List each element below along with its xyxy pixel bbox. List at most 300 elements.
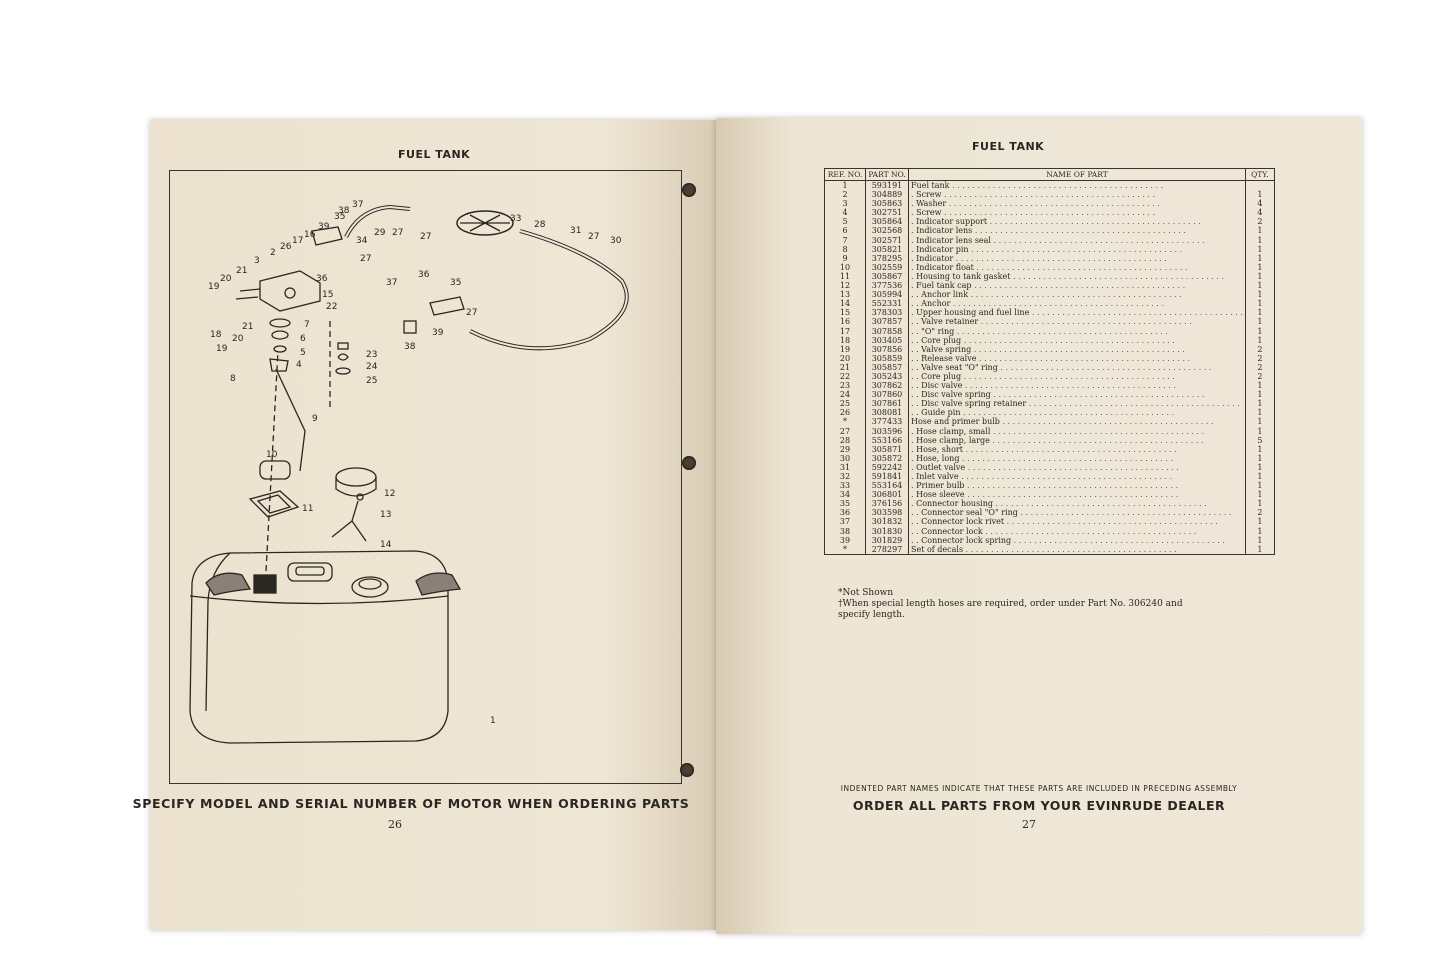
table-row xyxy=(825,217,1275,226)
table-row xyxy=(825,417,1275,426)
table-row xyxy=(825,472,1275,481)
part-name-cell xyxy=(909,272,1246,281)
part-name-text: . . Valve spring . . . xyxy=(911,345,1185,354)
ref-cell: 30 xyxy=(825,454,866,463)
part-name-text: . Hose sleeve . . . xyxy=(911,490,1178,499)
part-name-text: . . Connector lock rivet . . . xyxy=(911,517,1218,526)
ref-cell: 1 xyxy=(825,181,866,191)
right-page xyxy=(716,118,1362,934)
part-name-text: . Connector housing . . . xyxy=(911,499,1207,508)
callout-7: 7 xyxy=(304,320,310,330)
part-no-cell: 305872 xyxy=(866,454,909,463)
part-name-cell xyxy=(909,490,1246,499)
table-row xyxy=(825,381,1275,390)
left-page xyxy=(132,120,716,930)
table-row xyxy=(825,308,1275,317)
ref-cell: 13 xyxy=(825,290,866,299)
part-name-text: . . Connector lock . . . xyxy=(911,527,1196,536)
table-row xyxy=(825,290,1275,299)
qty-cell: 4 xyxy=(1245,208,1274,217)
callout-23: 23 xyxy=(366,350,378,360)
ref-cell: 36 xyxy=(825,508,866,517)
ref-cell: 28 xyxy=(825,436,866,445)
parts-table xyxy=(824,168,1275,555)
ref-cell: 6 xyxy=(825,226,866,235)
table-row xyxy=(825,372,1275,381)
table-row xyxy=(825,390,1275,399)
part-name-cell xyxy=(909,208,1246,217)
part-name-cell xyxy=(909,436,1246,445)
qty-cell: 1 xyxy=(1245,308,1274,317)
part-name-text: . . Disc valve . . . xyxy=(911,381,1176,390)
callout-26: 26 xyxy=(280,242,292,252)
part-no-cell: 302559 xyxy=(866,263,909,272)
table-row xyxy=(825,190,1275,199)
qty-cell: 2 xyxy=(1245,508,1274,517)
table-row xyxy=(825,272,1275,281)
part-no-cell: 307860 xyxy=(866,390,909,399)
part-name-text: . Screw . . . xyxy=(911,208,1155,217)
callout-19a: 19 xyxy=(208,282,220,292)
part-name-text: . . Disc valve spring . . . xyxy=(911,390,1204,399)
part-name-text: . Hose, long . . . xyxy=(911,454,1173,463)
qty-cell: 1 xyxy=(1245,317,1274,326)
part-name-cell xyxy=(909,254,1246,263)
part-no-cell: 305821 xyxy=(866,245,909,254)
qty-cell: 1 xyxy=(1245,299,1274,308)
binder-hole xyxy=(682,183,696,197)
part-no-cell: 306801 xyxy=(866,490,909,499)
ref-cell: 10 xyxy=(825,263,866,272)
header-name-of-part: NAME OF PART xyxy=(909,169,1246,181)
callout-34: 34 xyxy=(356,236,368,246)
table-row xyxy=(825,281,1275,290)
callout-1: 1 xyxy=(490,716,496,726)
part-name-text: . Screw . . . xyxy=(911,190,1155,199)
qty-cell: 1 xyxy=(1245,190,1274,199)
part-name-cell xyxy=(909,445,1246,454)
callout-4: 4 xyxy=(296,360,302,370)
ref-cell: 34 xyxy=(825,490,866,499)
ref-cell: 17 xyxy=(825,327,866,336)
callout-11: 11 xyxy=(302,504,314,514)
callout-18: 18 xyxy=(210,330,222,340)
binder-hole xyxy=(680,763,694,777)
ref-cell: 8 xyxy=(825,245,866,254)
qty-cell: 4 xyxy=(1245,199,1274,208)
ref-cell: 29 xyxy=(825,445,866,454)
part-name-text: . Indicator float . . . xyxy=(911,263,1187,272)
callout-36b: 36 xyxy=(418,270,430,280)
qty-cell: 5 xyxy=(1245,436,1274,445)
qty-cell: 1 xyxy=(1245,527,1274,536)
part-name-cell xyxy=(909,390,1246,399)
callout-27e: 27 xyxy=(466,308,478,318)
table-row xyxy=(825,517,1275,526)
qty-cell: 2 xyxy=(1245,345,1274,354)
part-no-cell: 593191 xyxy=(866,181,909,191)
indented-parts-note: INDENTED PART NAMES INDICATE THAT THESE PARTS ARE INCLUDED IN PRECEDING ASSEMBLY xyxy=(840,784,1238,793)
part-name-cell xyxy=(909,317,1246,326)
table-row xyxy=(825,408,1275,417)
callout-8: 8 xyxy=(230,374,236,384)
table-row xyxy=(825,354,1275,363)
qty-cell: 1 xyxy=(1245,517,1274,526)
ref-cell: 18 xyxy=(825,336,866,345)
table-row xyxy=(825,199,1275,208)
callout-19b: 19 xyxy=(216,344,228,354)
part-no-cell: 592242 xyxy=(866,463,909,472)
part-name-cell xyxy=(909,354,1246,363)
callout-37b: 37 xyxy=(386,278,398,288)
qty-cell: 1 xyxy=(1245,254,1274,263)
qty-cell: 1 xyxy=(1245,399,1274,408)
part-name-text: . . Guide pin . . . xyxy=(911,408,1174,417)
order-note: ORDER ALL PARTS FROM YOUR EVINRUDE DEALER xyxy=(852,798,1226,813)
callout-27d: 27 xyxy=(588,232,600,242)
left-page-footer: SPECIFY MODEL AND SERIAL NUMBER OF MOTOR WHEN ORDERING PARTS xyxy=(132,796,690,811)
ref-cell: 37 xyxy=(825,517,866,526)
part-name-cell xyxy=(909,236,1246,245)
table-row xyxy=(825,545,1275,555)
callout-25: 25 xyxy=(366,376,378,386)
callout-24: 24 xyxy=(366,362,378,372)
callout-3: 3 xyxy=(254,256,260,266)
part-name-cell xyxy=(909,263,1246,272)
qty-cell: 1 xyxy=(1245,281,1274,290)
ref-cell: 38 xyxy=(825,527,866,536)
parts-table-body xyxy=(825,181,1275,555)
part-name-text: . . Disc valve spring retainer . . . xyxy=(911,399,1240,408)
part-no-cell: 378295 xyxy=(866,254,909,263)
table-row xyxy=(825,499,1275,508)
part-name-text: . Outlet valve . . . xyxy=(911,463,1179,472)
part-no-cell: 377433 xyxy=(866,417,909,426)
ref-cell: 26 xyxy=(825,408,866,417)
part-no-cell: 301832 xyxy=(866,517,909,526)
part-name-cell xyxy=(909,508,1246,517)
right-page-title: FUEL TANK xyxy=(972,140,1045,153)
callout-9: 9 xyxy=(312,414,318,424)
qty-cell: 1 xyxy=(1245,327,1274,336)
part-name-cell xyxy=(909,417,1246,426)
table-row xyxy=(825,508,1275,517)
part-name-cell xyxy=(909,454,1246,463)
part-name-text: . Hose clamp, large . . . xyxy=(911,436,1203,445)
qty-cell: 1 xyxy=(1245,263,1274,272)
callout-36a: 36 xyxy=(316,274,328,284)
part-no-cell: 553166 xyxy=(866,436,909,445)
callout-14: 14 xyxy=(380,540,392,550)
part-name-cell xyxy=(909,381,1246,390)
header-qty: QTY. xyxy=(1245,169,1274,181)
table-row xyxy=(825,236,1275,245)
qty-cell: 2 xyxy=(1245,354,1274,363)
table-notes xyxy=(838,588,1198,621)
qty-cell: 1 xyxy=(1245,499,1274,508)
part-name-cell xyxy=(909,290,1246,299)
callout-35a: 35 xyxy=(334,212,346,222)
part-name-cell xyxy=(909,517,1246,526)
part-name-cell xyxy=(909,336,1246,345)
ref-cell: 24 xyxy=(825,390,866,399)
qty-cell: 2 xyxy=(1245,217,1274,226)
part-name-cell xyxy=(909,245,1246,254)
part-no-cell: 305994 xyxy=(866,290,909,299)
ref-cell: * xyxy=(825,545,866,555)
part-name-text: . Washer . . . xyxy=(911,199,1160,208)
part-no-cell: 302568 xyxy=(866,226,909,235)
part-name-cell xyxy=(909,226,1246,235)
callout-13: 13 xyxy=(380,510,392,520)
part-name-cell xyxy=(909,199,1246,208)
right-page-number: 27 xyxy=(1022,818,1036,831)
qty-cell: 1 xyxy=(1245,536,1274,545)
part-no-cell: 278297 xyxy=(866,545,909,555)
part-no-cell: 305863 xyxy=(866,199,909,208)
part-name-cell xyxy=(909,372,1246,381)
ref-cell: 5 xyxy=(825,217,866,226)
part-name-text: . Inlet valve . . . xyxy=(911,472,1172,481)
part-name-cell xyxy=(909,345,1246,354)
part-name-cell xyxy=(909,299,1246,308)
ref-cell: 25 xyxy=(825,399,866,408)
callout-33: 33 xyxy=(510,214,522,224)
qty-cell: 1 xyxy=(1245,336,1274,345)
part-name-text: . . "O" ring . . . xyxy=(911,327,1168,336)
part-name-cell xyxy=(909,481,1246,490)
table-row xyxy=(825,245,1275,254)
ref-cell: * xyxy=(825,417,866,426)
callout-12: 12 xyxy=(384,489,396,499)
part-name-cell xyxy=(909,463,1246,472)
callout-31: 31 xyxy=(570,226,582,236)
part-no-cell: 305867 xyxy=(866,272,909,281)
part-name-text: . Hose clamp, small . . . xyxy=(911,427,1204,436)
header-ref-no: REF. NO. xyxy=(825,169,866,181)
callout-37a: 37 xyxy=(352,200,364,210)
part-no-cell: 302571 xyxy=(866,236,909,245)
table-row xyxy=(825,436,1275,445)
ref-cell: 20 xyxy=(825,354,866,363)
part-name-text: . Indicator pin . . . xyxy=(911,245,1182,254)
part-name-text: . Indicator support . . . xyxy=(911,217,1201,226)
table-row xyxy=(825,345,1275,354)
part-name-cell xyxy=(909,408,1246,417)
callout-10: 10 xyxy=(266,450,278,460)
part-no-cell: 377536 xyxy=(866,281,909,290)
ref-cell: 23 xyxy=(825,381,866,390)
qty-cell xyxy=(1245,181,1274,191)
part-name-text: Set of decals . . . xyxy=(911,545,1177,554)
table-row xyxy=(825,327,1275,336)
callout-16: 16 xyxy=(304,230,316,240)
qty-cell: 1 xyxy=(1245,245,1274,254)
table-row xyxy=(825,254,1275,263)
ref-cell: 4 xyxy=(825,208,866,217)
table-row xyxy=(825,336,1275,345)
part-name-cell xyxy=(909,545,1246,555)
part-no-cell: 552331 xyxy=(866,299,909,308)
ref-cell: 9 xyxy=(825,254,866,263)
ref-cell: 7 xyxy=(825,236,866,245)
part-no-cell: 307861 xyxy=(866,399,909,408)
part-no-cell: 305243 xyxy=(866,372,909,381)
note-special-hoses: †When special length hoses are required, order under Part No. 306240 and specify length. xyxy=(838,599,1183,620)
part-no-cell: 553164 xyxy=(866,481,909,490)
ref-cell: 35 xyxy=(825,499,866,508)
part-name-text: . . Anchor . . . xyxy=(911,299,1164,308)
part-no-cell: 304889 xyxy=(866,190,909,199)
part-name-text: . Indicator lens . . . xyxy=(911,226,1186,235)
ref-cell: 14 xyxy=(825,299,866,308)
callout-17: 17 xyxy=(292,236,304,246)
part-no-cell: 305859 xyxy=(866,354,909,363)
table-row xyxy=(825,263,1275,272)
qty-cell: 2 xyxy=(1245,372,1274,381)
callout-6: 6 xyxy=(300,334,306,344)
callout-38b: 38 xyxy=(404,342,416,352)
qty-cell: 1 xyxy=(1245,226,1274,235)
ref-cell: 11 xyxy=(825,272,866,281)
part-name-cell xyxy=(909,427,1246,436)
part-name-text: . . Valve seat "O" ring . . . xyxy=(911,363,1211,372)
table-row xyxy=(825,536,1275,545)
part-name-text: . Primer bulb . . . xyxy=(911,481,1178,490)
part-no-cell: 308081 xyxy=(866,408,909,417)
part-no-cell: 378303 xyxy=(866,308,909,317)
ref-cell: 15 xyxy=(825,308,866,317)
parts-table-header xyxy=(825,169,1275,181)
part-no-cell: 303405 xyxy=(866,336,909,345)
table-row xyxy=(825,226,1275,235)
table-row xyxy=(825,463,1275,472)
qty-cell: 1 xyxy=(1245,417,1274,426)
part-no-cell: 307856 xyxy=(866,345,909,354)
ref-cell: 33 xyxy=(825,481,866,490)
part-name-text: . . Connector seal "O" ring . . . xyxy=(911,508,1231,517)
qty-cell: 1 xyxy=(1245,545,1274,555)
part-name-cell xyxy=(909,499,1246,508)
part-no-cell: 307857 xyxy=(866,317,909,326)
diagram-drawing xyxy=(170,171,681,783)
qty-cell: 1 xyxy=(1245,390,1274,399)
qty-cell: 1 xyxy=(1245,427,1274,436)
part-no-cell: 305857 xyxy=(866,363,909,372)
qty-cell: 1 xyxy=(1245,272,1274,281)
callout-22: 22 xyxy=(326,302,338,312)
part-name-cell xyxy=(909,281,1246,290)
ref-cell: 3 xyxy=(825,199,866,208)
part-no-cell: 303596 xyxy=(866,427,909,436)
part-name-cell xyxy=(909,217,1246,226)
table-row xyxy=(825,299,1275,308)
table-row xyxy=(825,481,1275,490)
note-not-shown: *Not Shown xyxy=(838,588,894,598)
table-row xyxy=(825,363,1275,372)
part-name-cell xyxy=(909,363,1246,372)
part-name-cell xyxy=(909,327,1246,336)
callout-27a: 27 xyxy=(360,254,372,264)
qty-cell: 1 xyxy=(1245,381,1274,390)
table-row xyxy=(825,208,1275,217)
callout-39a: 39 xyxy=(318,222,330,232)
part-no-cell: 307858 xyxy=(866,327,909,336)
part-name-cell xyxy=(909,472,1246,481)
binder-hole xyxy=(682,456,696,470)
part-no-cell: 303598 xyxy=(866,508,909,517)
part-name-text: . . Core plug . . . xyxy=(911,372,1175,381)
table-row xyxy=(825,445,1275,454)
part-name-cell xyxy=(909,181,1246,191)
table-row xyxy=(825,317,1275,326)
part-name-text: . Upper housing and fuel line . . . xyxy=(911,308,1243,317)
part-no-cell: 301830 xyxy=(866,527,909,536)
callout-2: 2 xyxy=(270,248,276,258)
part-no-cell: 302751 xyxy=(866,208,909,217)
qty-cell: 1 xyxy=(1245,454,1274,463)
part-name-cell xyxy=(909,308,1246,317)
part-name-text: . . Valve retainer . . . xyxy=(911,317,1192,326)
qty-cell: 1 xyxy=(1245,236,1274,245)
callout-38a: 38 xyxy=(338,206,350,216)
ref-cell: 12 xyxy=(825,281,866,290)
qty-cell: 1 xyxy=(1245,463,1274,472)
qty-cell: 2 xyxy=(1245,363,1274,372)
table-row xyxy=(825,527,1275,536)
ref-cell: 31 xyxy=(825,463,866,472)
qty-cell: 1 xyxy=(1245,445,1274,454)
callout-20b: 20 xyxy=(232,334,244,344)
qty-cell: 1 xyxy=(1245,481,1274,490)
table-row xyxy=(825,454,1275,463)
part-name-text: . Fuel tank cap . . . xyxy=(911,281,1185,290)
table-row xyxy=(825,181,1275,191)
table-row xyxy=(825,399,1275,408)
ref-cell: 2 xyxy=(825,190,866,199)
ref-cell: 16 xyxy=(825,317,866,326)
ref-cell: 32 xyxy=(825,472,866,481)
part-name-text: . . Anchor link . . . xyxy=(911,290,1182,299)
callout-21b: 21 xyxy=(242,322,254,332)
callout-15: 15 xyxy=(322,290,334,300)
part-name-text: . Housing to tank gasket . . . xyxy=(911,272,1224,281)
part-name-cell xyxy=(909,536,1246,545)
callout-39b: 39 xyxy=(432,328,444,338)
part-name-text: Hose and primer bulb . . . xyxy=(911,417,1214,426)
callout-30: 30 xyxy=(610,236,622,246)
part-name-text: Fuel tank . . . xyxy=(911,181,1163,190)
table-row xyxy=(825,427,1275,436)
qty-cell: 1 xyxy=(1245,290,1274,299)
ref-cell: 22 xyxy=(825,372,866,381)
callout-28: 28 xyxy=(534,220,546,230)
part-no-cell: 305871 xyxy=(866,445,909,454)
part-name-cell xyxy=(909,190,1246,199)
callout-20a: 20 xyxy=(220,274,232,284)
part-name-text: . Hose, short . . . xyxy=(911,445,1177,454)
part-name-text: . Indicator . . . xyxy=(911,254,1167,263)
part-no-cell: 307862 xyxy=(866,381,909,390)
part-name-text: . . Core plug . . . xyxy=(911,336,1175,345)
callout-27b: 27 xyxy=(392,228,404,238)
part-no-cell: 305864 xyxy=(866,217,909,226)
part-name-cell xyxy=(909,527,1246,536)
header-part-no: PART NO. xyxy=(866,169,909,181)
part-no-cell: 301829 xyxy=(866,536,909,545)
callout-21a: 21 xyxy=(236,266,248,276)
part-name-cell xyxy=(909,399,1246,408)
